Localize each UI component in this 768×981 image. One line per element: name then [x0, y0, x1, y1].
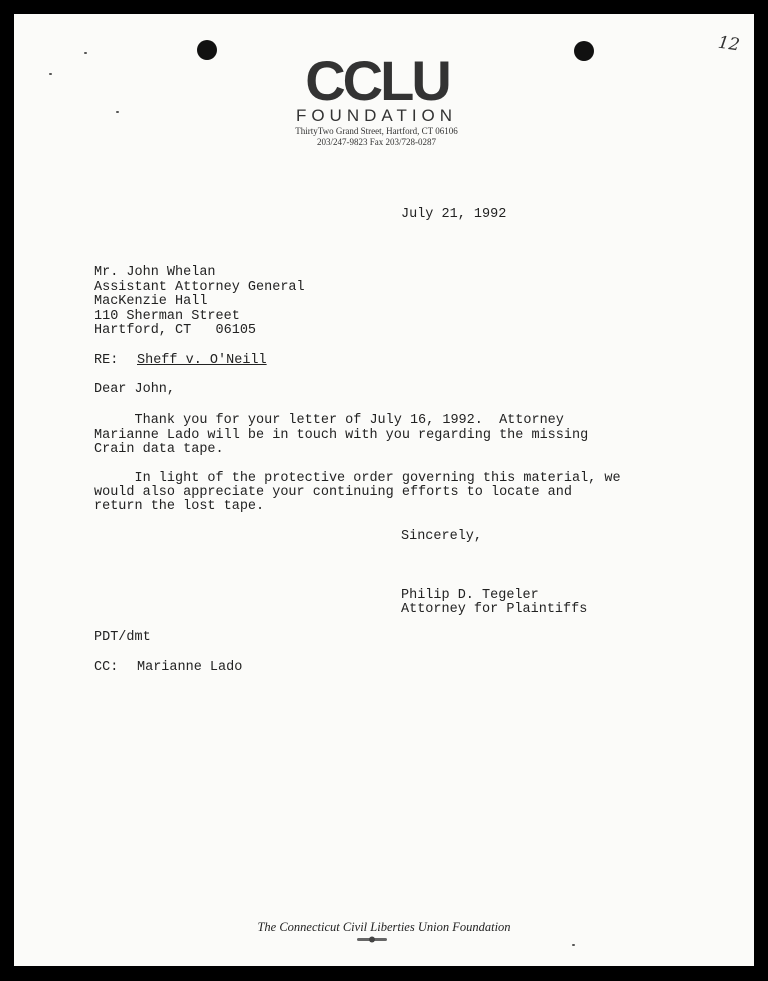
- handwritten-page-number: 12: [716, 32, 741, 56]
- paragraph-line: In light of the protective order governing this material, we: [94, 471, 621, 486]
- signer-name: Philip D. Tegeler: [401, 588, 539, 603]
- cc-name: Marianne Lado: [137, 660, 243, 675]
- recipient-line: Hartford, CT 06105: [94, 323, 257, 338]
- punch-hole-left: [197, 40, 217, 60]
- recipient-line: Assistant Attorney General: [94, 280, 305, 295]
- paragraph-line: Marianne Lado will be in touch with you regarding the missing: [94, 428, 589, 443]
- scan-speck: [49, 73, 52, 75]
- typist-initials: PDT/dmt: [94, 630, 151, 645]
- scan-speck: [116, 111, 119, 113]
- closing: Sincerely,: [401, 529, 483, 544]
- scan-speck: [572, 944, 575, 946]
- letter-page: [14, 14, 754, 966]
- re-label: RE:: [94, 353, 119, 368]
- foundation-wordmark: FOUNDATION: [295, 106, 458, 125]
- recipient-line: Mr. John Whelan: [94, 265, 216, 280]
- recipient-line: 110 Sherman Street: [94, 309, 240, 324]
- scan-speck: [84, 52, 87, 54]
- paragraph-line: Thank you for your letter of July 16, 1992. Attorney: [94, 413, 564, 428]
- svg-text:CCLU: CCLU: [304, 52, 449, 108]
- cc-label: CC:: [94, 660, 119, 675]
- signer-title: Attorney for Plaintiffs: [401, 602, 588, 617]
- union-label-mark: [357, 936, 387, 943]
- cclu-logo: [285, 52, 469, 108]
- letter-date: July 21, 1992: [401, 207, 507, 222]
- paragraph-line: return the lost tape.: [94, 499, 265, 514]
- footer-organization: The Connecticut Civil Liberties Union Foundation: [257, 920, 511, 934]
- letterhead-phone-fax: 203/247-9823 Fax 203/728-0287: [317, 137, 436, 147]
- letterhead: [219, 52, 534, 148]
- re-subject: Sheff v. O'Neill: [137, 353, 267, 368]
- letterhead-address: ThirtyTwo Grand Street, Hartford, CT 06106: [295, 126, 458, 136]
- recipient-line: MacKenzie Hall: [94, 294, 208, 309]
- paragraph-line: would also appreciate your continuing efforts to locate and: [94, 485, 572, 500]
- punch-hole-right: [574, 41, 594, 61]
- paragraph-line: Crain data tape.: [94, 442, 224, 457]
- salutation: Dear John,: [94, 382, 176, 397]
